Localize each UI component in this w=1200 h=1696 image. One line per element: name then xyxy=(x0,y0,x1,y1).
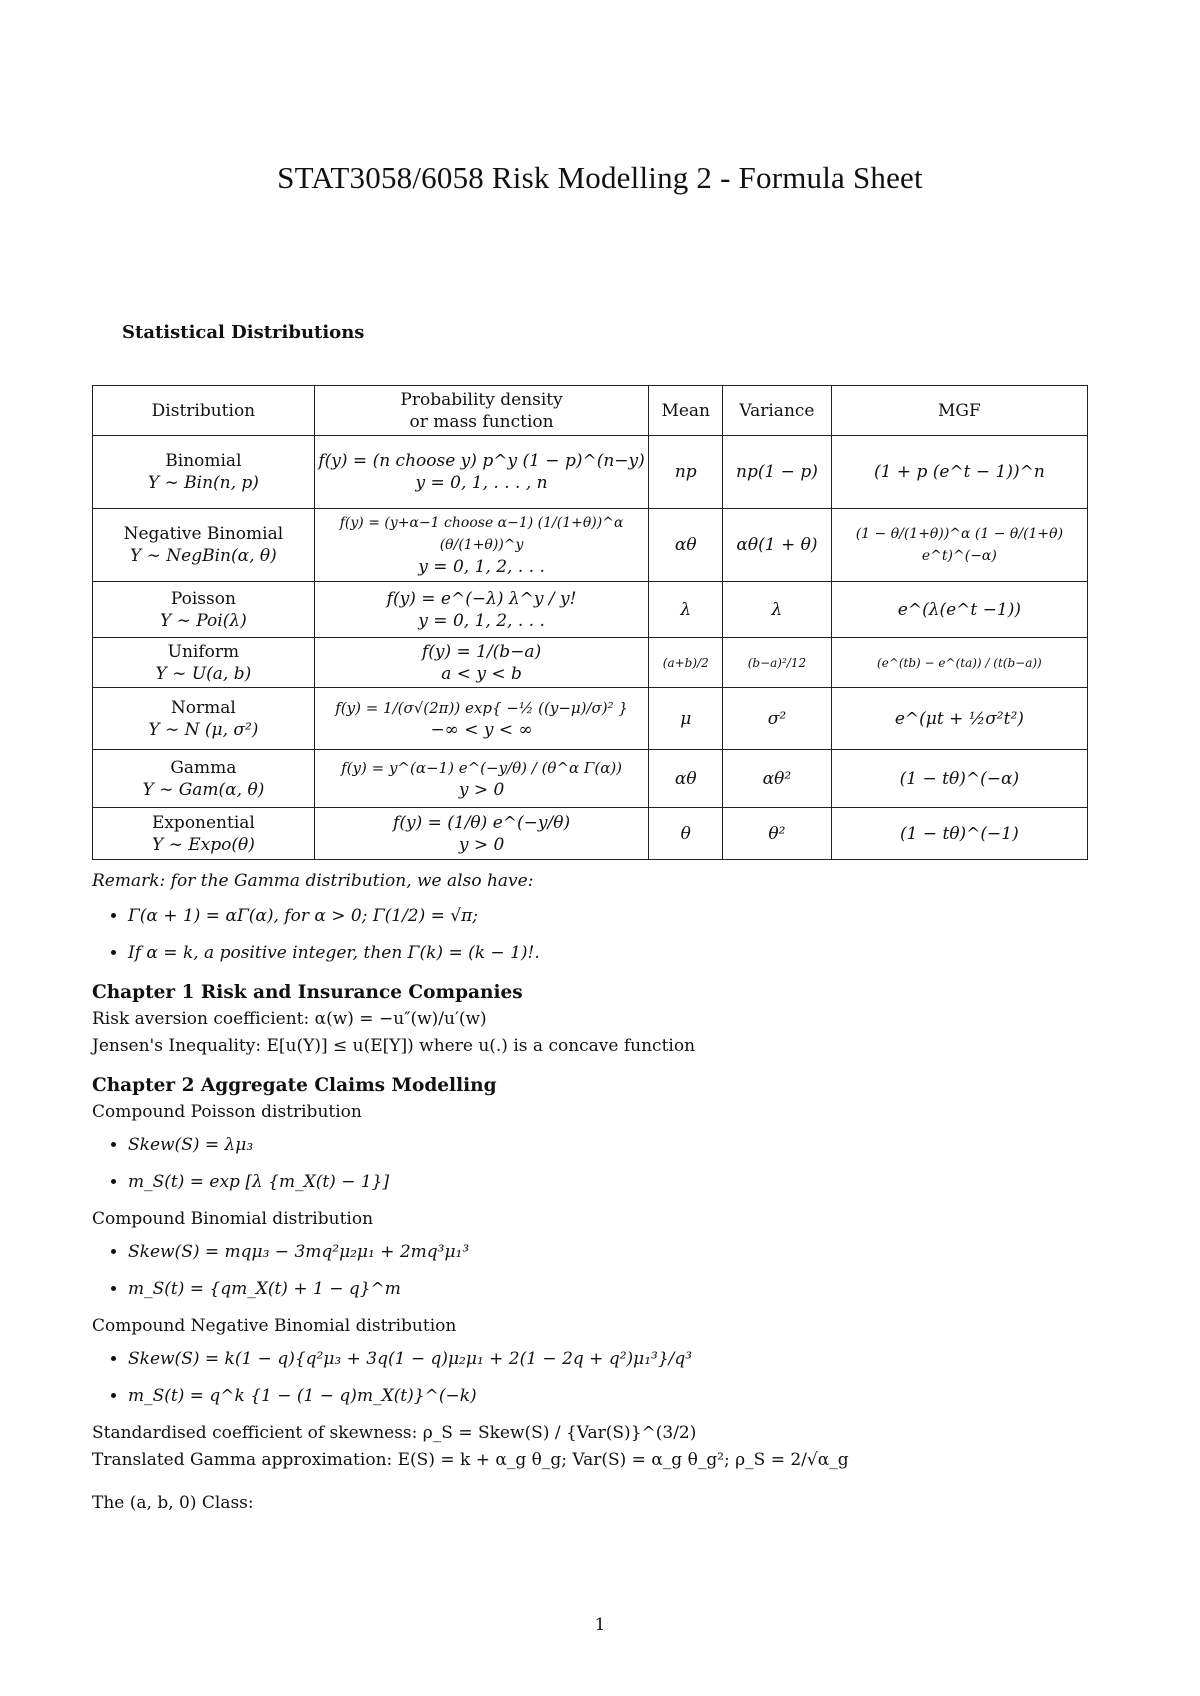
mean-cell: αθ xyxy=(649,509,723,582)
pdf-support: y = 0, 1, 2, . . . xyxy=(418,610,545,631)
compound-negbin-list xyxy=(92,1346,1102,1410)
list-item: • m_S(t) = q^k {1 − (1 − q)m_X(t)}^(−k) xyxy=(128,1383,1102,1410)
dist-cell xyxy=(93,582,315,638)
dist-cell xyxy=(93,638,315,688)
pdf-cell xyxy=(314,750,649,808)
mgf-cell: (e^(tb) − e^(ta)) / (t(b−a)) xyxy=(831,638,1087,688)
variance-cell: λ xyxy=(723,582,832,638)
pdf-support: y = 0, 1, . . . , n xyxy=(415,473,548,493)
dist-cell xyxy=(93,688,315,750)
pdf-support: y > 0 xyxy=(458,779,505,800)
mgf-cell: e^(μt + ½σ²t²) xyxy=(831,688,1087,750)
pdf-support: a < y < b xyxy=(441,663,522,684)
chapter1-heading: Chapter 1 Risk and Insurance Companies xyxy=(92,982,523,1003)
dist-name: Binomial xyxy=(165,451,242,471)
translated-gamma-approx: Translated Gamma approximation: E(S) = k + α_g θ_g; Var(S) = α_g θ_g²; ρ_S = 2/√α_g xyxy=(92,1450,849,1470)
pdf-formula: f(y) = (y+α−1 choose α−1) (1/(1+θ))^α (θ/(1+θ))^y xyxy=(339,515,624,553)
list-item: • m_S(t) = {qm_X(t) + 1 − q}^m xyxy=(128,1276,1102,1303)
pdf-support: −∞ < y < ∞ xyxy=(430,719,533,740)
compound-poisson-list xyxy=(92,1132,1102,1196)
compound-binomial-label: Compound Binomial distribution xyxy=(92,1209,374,1229)
header-mean: Mean xyxy=(649,386,723,436)
variance-cell: np(1 − p) xyxy=(723,436,832,509)
pdf-cell xyxy=(314,582,649,638)
table-row xyxy=(93,509,1088,582)
mean-cell: (a+b)/2 xyxy=(649,638,723,688)
gamma-remark: Remark: for the Gamma distribution, we also have: xyxy=(92,871,534,891)
section-heading-statistical-distributions: Statistical Distributions xyxy=(122,322,365,343)
dist-notation: Y ∼ NegBin(α, θ) xyxy=(130,546,277,566)
dist-cell xyxy=(93,750,315,808)
list-item: • m_S(t) = exp [λ {m_X(t) − 1}] xyxy=(128,1169,1102,1196)
pdf-formula: f(y) = 1/(b−a) xyxy=(421,641,542,662)
pdf-cell xyxy=(314,638,649,688)
compound-binomial-list xyxy=(92,1239,1102,1303)
table-row xyxy=(93,582,1088,638)
pdf-formula: f(y) = e^(−λ) λ^y / y! xyxy=(386,588,577,609)
variance-cell: αθ(1 + θ) xyxy=(723,509,832,582)
mean-cell: θ xyxy=(649,808,723,860)
mean-cell: λ xyxy=(649,582,723,638)
dist-cell xyxy=(93,808,315,860)
dist-notation: Y ∼ Bin(n, p) xyxy=(147,473,259,493)
dist-notation: Y ∼ Expo(θ) xyxy=(151,834,255,855)
variance-cell: σ² xyxy=(723,688,832,750)
dist-cell xyxy=(93,509,315,582)
chapter2-heading: Chapter 2 Aggregate Claims Modelling xyxy=(92,1075,497,1096)
mgf-cell: e^(λ(e^t −1)) xyxy=(831,582,1087,638)
table-row xyxy=(93,638,1088,688)
table-row xyxy=(93,750,1088,808)
dist-notation: Y ∼ Poi(λ) xyxy=(160,610,247,631)
table-row xyxy=(93,688,1088,750)
mean-cell: μ xyxy=(649,688,723,750)
table-row xyxy=(93,436,1088,509)
list-item: • Skew(S) = mqμ₃ − 3mq²μ₂μ₁ + 2mq³μ₁³ xyxy=(128,1239,1102,1266)
pdf-cell xyxy=(314,436,649,509)
variance-cell: αθ² xyxy=(723,750,832,808)
mgf-cell: (1 − tθ)^(−α) xyxy=(831,750,1087,808)
list-item: • If α = k, a positive integer, then Γ(k) = (k − 1)!. xyxy=(128,940,1102,967)
variance-cell: θ² xyxy=(723,808,832,860)
pdf-support: y > 0 xyxy=(458,834,505,855)
dist-name: Poisson xyxy=(170,588,236,609)
dist-name: Negative Binomial xyxy=(123,524,284,544)
formula-content xyxy=(92,868,1102,1517)
header-distribution: Distribution xyxy=(93,386,315,436)
pdf-formula: f(y) = y^(α−1) e^(−y/θ) / (θ^α Γ(α)) xyxy=(341,758,623,777)
variance-cell: (b−a)²/12 xyxy=(723,638,832,688)
dist-name: Uniform xyxy=(167,641,240,662)
dist-name: Gamma xyxy=(170,757,237,778)
mean-cell: αθ xyxy=(649,750,723,808)
table-row xyxy=(93,808,1088,860)
mgf-cell: (1 − tθ)^(−1) xyxy=(831,808,1087,860)
pdf-formula: f(y) = 1/(σ√(2π)) exp{ −½ ((y−μ)/σ)² } xyxy=(335,698,628,717)
header-mgf: MGF xyxy=(831,386,1087,436)
pdf-formula: f(y) = (1/θ) e^(−y/θ) xyxy=(393,812,571,833)
distribution-table xyxy=(92,385,1088,860)
dist-name: Normal xyxy=(170,697,236,718)
ab0-class-heading: The (a, b, 0) Class: xyxy=(92,1493,254,1513)
remark-list xyxy=(92,903,1102,967)
risk-aversion-formula: Risk aversion coefficient: α(w) = −u″(w)/u′(w) xyxy=(92,1009,487,1029)
header-pdf xyxy=(314,386,649,436)
compound-negbin-label: Compound Negative Binomial distribution xyxy=(92,1316,457,1336)
table-header-row xyxy=(93,386,1088,436)
header-pdf-line1: Probability density xyxy=(400,389,563,410)
page-title: STAT3058/6058 Risk Modelling 2 - Formula Sheet xyxy=(277,160,923,195)
list-item: • Γ(α + 1) = αΓ(α), for α > 0; Γ(1/2) = √π; xyxy=(128,903,1102,930)
dist-name: Exponential xyxy=(151,812,255,833)
skewness-coefficient: Standardised coefficient of skewness: ρ_S = Skew(S) / {Var(S)}^(3/2) xyxy=(92,1423,697,1443)
dist-notation: Y ∼ Gam(α, θ) xyxy=(142,779,265,800)
pdf-support: y = 0, 1, 2, . . . xyxy=(418,557,545,577)
dist-cell xyxy=(93,436,315,509)
header-pdf-line2: or mass function xyxy=(409,411,554,432)
pdf-cell xyxy=(314,509,649,582)
list-item: • Skew(S) = k(1 − q){q²μ₃ + 3q(1 − q)μ₂μ₁ + 2(1 − 2q + q²)μ₁³}/q³ xyxy=(128,1346,1102,1373)
pdf-cell xyxy=(314,808,649,860)
dist-notation: Y ∼ N (μ, σ²) xyxy=(148,719,259,740)
dist-notation: Y ∼ U(a, b) xyxy=(155,663,252,684)
compound-poisson-label: Compound Poisson distribution xyxy=(92,1102,362,1122)
header-variance: Variance xyxy=(723,386,832,436)
jensen-inequality: Jensen's Inequality: E[u(Y)] ≤ u(E[Y]) where u(.) is a concave function xyxy=(92,1036,696,1056)
mean-cell: np xyxy=(649,436,723,509)
mgf-cell: (1 − θ/(1+θ))^α (1 − θ/(1+θ) e^t)^(−α) xyxy=(831,509,1087,582)
list-item: • Skew(S) = λμ₃ xyxy=(128,1132,1102,1159)
pdf-formula: f(y) = (n choose y) p^y (1 − p)^(n−y) xyxy=(318,451,645,471)
mgf-cell: (1 + p (e^t − 1))^n xyxy=(831,436,1087,509)
page-number: 1 xyxy=(594,1615,606,1635)
pdf-cell xyxy=(314,688,649,750)
